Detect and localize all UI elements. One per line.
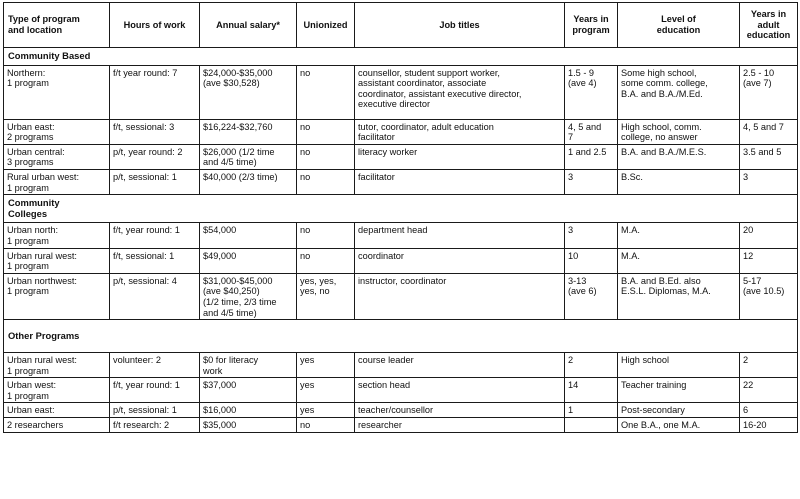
cell-years-adult-ed: 2 xyxy=(740,353,798,378)
cell-education: High school, comm. college, no answer xyxy=(618,119,740,144)
cell-hours: p/t, sessional: 1 xyxy=(110,169,200,194)
cell-unionized: yes, yes, yes, no xyxy=(297,273,355,319)
table-row xyxy=(4,353,798,378)
cell-job-titles: section head xyxy=(355,378,565,403)
cell-years-adult-ed: 3.5 and 5 xyxy=(740,144,798,169)
cell-years-adult-ed: 6 xyxy=(740,403,798,418)
cell-salary: $0 for literacy work xyxy=(200,353,297,378)
cell-unionized: yes xyxy=(297,378,355,403)
cell-unionized: no xyxy=(297,418,355,433)
cell-years-adult-ed: 20 xyxy=(740,223,798,248)
cell-years-adult-ed: 16-20 xyxy=(740,418,798,433)
header-years-in-adult-education: Years in adult education xyxy=(740,3,798,48)
cell-education: Post-secondary xyxy=(618,403,740,418)
cell-years-program: 3 xyxy=(565,169,618,194)
cell-education: B.A. and B.A./M.E.S. xyxy=(618,144,740,169)
cell-salary: $40,000 (2/3 time) xyxy=(200,169,297,194)
cell-program: Urban rural west: 1 program xyxy=(4,248,110,273)
cell-years-adult-ed: 2.5 - 10 (ave 7) xyxy=(740,65,798,119)
cell-salary: $16,000 xyxy=(200,403,297,418)
cell-education: Some high school, some comm. college, B.A. and B.A./M.Ed. xyxy=(618,65,740,119)
cell-program: Urban north: 1 program xyxy=(4,223,110,248)
section-title: Other Programs xyxy=(4,320,798,353)
cell-years-adult-ed: 12 xyxy=(740,248,798,273)
cell-job-titles: researcher xyxy=(355,418,565,433)
cell-years-adult-ed: 22 xyxy=(740,378,798,403)
table-row xyxy=(4,273,798,319)
cell-hours: f/t, sessional: 1 xyxy=(110,248,200,273)
cell-hours: f/t, year round: 1 xyxy=(110,378,200,403)
cell-program: Urban east: xyxy=(4,403,110,418)
cell-job-titles: coordinator xyxy=(355,248,565,273)
cell-years-adult-ed: 4, 5 and 7 xyxy=(740,119,798,144)
cell-job-titles: tutor, coordinator, adult education facilitator xyxy=(355,119,565,144)
cell-unionized: no xyxy=(297,248,355,273)
cell-hours: p/t, year round: 2 xyxy=(110,144,200,169)
cell-salary: $16,224-$32,760 xyxy=(200,119,297,144)
header-unionized: Unionized xyxy=(297,3,355,48)
cell-program: Urban west: 1 program xyxy=(4,378,110,403)
cell-years-program: 10 xyxy=(565,248,618,273)
cell-years-program: 4, 5 and 7 xyxy=(565,119,618,144)
cell-program: Urban central: 3 programs xyxy=(4,144,110,169)
table-row xyxy=(4,403,798,418)
cell-education: One B.A., one M.A. xyxy=(618,418,740,433)
cell-unionized: no xyxy=(297,144,355,169)
table-row xyxy=(4,418,798,433)
cell-program: 2 researchers xyxy=(4,418,110,433)
cell-hours: p/t, sessional: 4 xyxy=(110,273,200,319)
cell-education: B.Sc. xyxy=(618,169,740,194)
cell-unionized: yes xyxy=(297,403,355,418)
cell-salary: $24,000-$35,000 (ave $30,528) xyxy=(200,65,297,119)
cell-years-program: 2 xyxy=(565,353,618,378)
cell-education: Teacher training xyxy=(618,378,740,403)
cell-years-program: 1 xyxy=(565,403,618,418)
cell-job-titles: instructor, coordinator xyxy=(355,273,565,319)
staff-survey-table xyxy=(3,2,798,433)
table-row xyxy=(4,144,798,169)
cell-years-adult-ed: 3 xyxy=(740,169,798,194)
cell-hours: f/t, year round: 1 xyxy=(110,223,200,248)
table-row xyxy=(4,119,798,144)
cell-unionized: no xyxy=(297,119,355,144)
section-title: Community Colleges xyxy=(4,195,798,223)
table-row xyxy=(4,169,798,194)
table-row xyxy=(4,65,798,119)
cell-job-titles: literacy worker xyxy=(355,144,565,169)
table-row xyxy=(4,378,798,403)
cell-years-program: 1.5 - 9 (ave 4) xyxy=(565,65,618,119)
section-row-other-programs xyxy=(4,320,798,353)
cell-salary: $31,000-$45,000 (ave $40,250) (1/2 time, 2/3 time and 4/5 time) xyxy=(200,273,297,319)
cell-hours: f/t research: 2 xyxy=(110,418,200,433)
cell-job-titles: facilitator xyxy=(355,169,565,194)
header-years-in-program: Years in program xyxy=(565,3,618,48)
header-job-titles: Job titles xyxy=(355,3,565,48)
section-title: Community Based xyxy=(4,48,798,66)
section-row-community-colleges xyxy=(4,195,798,223)
cell-program: Urban east: 2 programs xyxy=(4,119,110,144)
document-page xyxy=(3,2,797,433)
cell-hours: volunteer: 2 xyxy=(110,353,200,378)
cell-education: M.A. xyxy=(618,223,740,248)
header-row xyxy=(4,3,798,48)
cell-hours: f/t, sessional: 3 xyxy=(110,119,200,144)
cell-program: Northern: 1 program xyxy=(4,65,110,119)
cell-salary: $26,000 (1/2 time and 4/5 time) xyxy=(200,144,297,169)
cell-years-adult-ed: 5-17 (ave 10.5) xyxy=(740,273,798,319)
cell-program: Rural urban west: 1 program xyxy=(4,169,110,194)
cell-job-titles: course leader xyxy=(355,353,565,378)
cell-program: Urban northwest: 1 program xyxy=(4,273,110,319)
cell-job-titles: teacher/counsellor xyxy=(355,403,565,418)
cell-education: B.A. and B.Ed. also E.S.L. Diplomas, M.A. xyxy=(618,273,740,319)
cell-years-program: 14 xyxy=(565,378,618,403)
cell-hours: f/t year round: 7 xyxy=(110,65,200,119)
table-row xyxy=(4,223,798,248)
table-row xyxy=(4,248,798,273)
header-program-location: Type of program and location xyxy=(4,3,110,48)
cell-salary: $35,000 xyxy=(200,418,297,433)
cell-years-program: 1 and 2.5 xyxy=(565,144,618,169)
cell-unionized: yes xyxy=(297,353,355,378)
cell-years-program: 3 xyxy=(565,223,618,248)
header-hours-of-work: Hours of work xyxy=(110,3,200,48)
cell-education: High school xyxy=(618,353,740,378)
cell-education: M.A. xyxy=(618,248,740,273)
header-annual-salary: Annual salary* xyxy=(200,3,297,48)
cell-salary: $37,000 xyxy=(200,378,297,403)
header-level-of-education: Level of education xyxy=(618,3,740,48)
cell-job-titles: counsellor, student support worker, assistant coordinator, associate coordinator, assistant executive director, executive director xyxy=(355,65,565,119)
cell-unionized: no xyxy=(297,169,355,194)
cell-salary: $54,000 xyxy=(200,223,297,248)
cell-hours: p/t, sessional: 1 xyxy=(110,403,200,418)
cell-salary: $49,000 xyxy=(200,248,297,273)
cell-years-program: 3-13 (ave 6) xyxy=(565,273,618,319)
cell-unionized: no xyxy=(297,65,355,119)
section-row-community-based xyxy=(4,48,798,66)
cell-years-program xyxy=(565,418,618,433)
cell-job-titles: department head xyxy=(355,223,565,248)
cell-program: Urban rural west: 1 program xyxy=(4,353,110,378)
cell-unionized: no xyxy=(297,223,355,248)
